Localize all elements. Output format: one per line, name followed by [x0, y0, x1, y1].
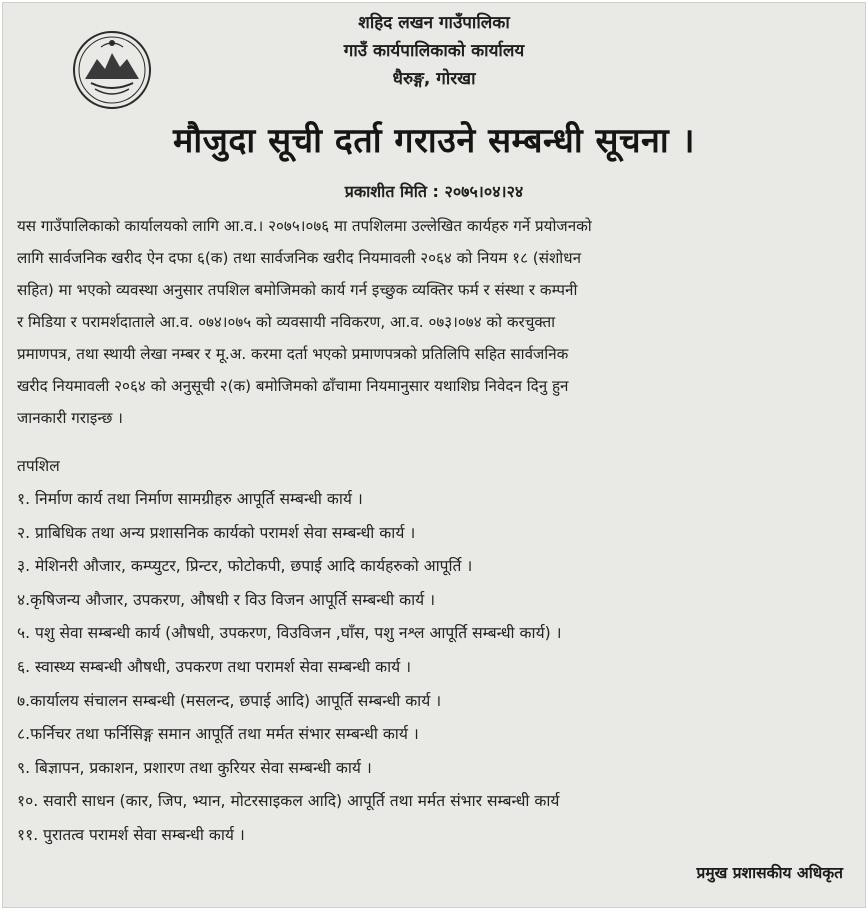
list-heading: तपशिल — [17, 457, 60, 475]
municipality-name: शहिद लखन गाउँपालिका — [358, 13, 510, 33]
list-item: ५. पशु सेवा सम्बन्धी कार्य (औषधी, उपकरण, विउविजन ,घाँस, पशु नश्ल आपूर्ति सम्बन्धी कार्य) । — [17, 624, 562, 643]
office-address: धैरुङ्ग, गोरखा — [392, 69, 476, 89]
office-header — [3, 9, 865, 93]
body-line: प्रमाणपत्र, तथा स्थायी लेखा नम्बर र मू.अ. करमा दर्ता भएको प्रमाणपत्रको प्रतिलिपि सहित सार्वजनिक — [17, 345, 569, 363]
list-item: २. प्राबिधिक तथा अन्य प्रशासनिक कार्यको परामर्श सेवा सम्बन्धी कार्य । — [17, 523, 416, 542]
body-line: र मिडिया र परामर्शदाताले आ.व. ०७४।०७५ को व्यवसायी नविकरण, आ.व. ०७३।०७४ को करचुक्ता — [17, 313, 556, 331]
list-item: ३. मेशिनरी औजार, कम्प्युटर, प्रिन्टर, फोटोकपी, छपाई आदि कार्यहरुको आपूर्ति । — [17, 557, 473, 576]
signatory-title: प्रमुख प्रशासकीय अधिकृत — [696, 864, 843, 882]
list-item: ८.फर्निचर तथा फर्निसिङ्ग समान आपूर्ति तथा मर्मत संभार सम्बन्धी कार्य । — [17, 725, 419, 744]
list-item: ४.कृषिजन्य औजार, उपकरण, औषधी र विउ विजन आपूर्ति सम्बन्धी कार्य । — [17, 590, 436, 609]
body-line: यस गाउँपालिकाको कार्यालयको लागि आ.व.। २०७५।०७६ मा तपशिलमा उल्लेखित कार्यहरु गर्ने प्रयोजनको — [17, 217, 592, 235]
notice-body — [17, 210, 849, 434]
list-item: १. निर्माण कार्य तथा निर्माण सामग्रीहरु आपूर्ति सम्बन्धी कार्य । — [17, 490, 363, 508]
list-item: ६. स्वास्थ्य सम्बन्धी औषधी, उपकरण तथा परामर्श सेवा सम्बन्धी कार्य । — [17, 657, 412, 676]
body-line: खरीद नियमावली २०६४ को अनुसूची २(क) बमोजिमको ढाँचामा नियमानुसार यथाशिघ्र निवेदन दिनु हुन — [17, 377, 569, 395]
list-item: १०. सवारी साधन (कार, जिप, भ्यान, मोटरसाइकल आदि) आपूर्ति तथा मर्मत संभार सम्बन्धी कार्य — [17, 792, 560, 811]
notice-title: मौजुदा सूची दर्ता गराउने सम्बन्धी सूचना । — [173, 121, 695, 161]
office-name: गाउँ कार्यपालिकाको कार्यालय — [343, 41, 525, 61]
list-item: ९. बिज्ञापन, प्रकाशन, प्रशारण तथा कुरियर सेवा सम्बन्धी कार्य । — [17, 758, 372, 777]
list-item: ११. पुरातत्व परामर्श सेवा सम्बन्धी कार्य । — [17, 825, 245, 844]
list-item: ७.कार्यालय संचालन सम्बन्धी (मसलन्द, छपाई आदि) आपूर्ति सम्बन्धी कार्य । — [17, 691, 442, 710]
body-line: सहित) मा भएको व्यवस्था अनुसार तपशिल बमोजिमको कार्य गर्न इच्छुक व्यक्तिर फर्म र संस्था र कम्पनी — [17, 281, 578, 299]
published-date: प्रकाशीत मिति : २०७५।०४।२४ — [344, 182, 524, 201]
work-items-list — [17, 483, 857, 853]
body-line: जानकारी गराइन्छ । — [17, 409, 123, 427]
body-line: लागि सार्वजनिक खरीद ऐन दफा ६(क) तथा सार्वजनिक खरीद नियमावली २०६४ को नियम १८ (संशोधन — [17, 249, 582, 267]
notice-page — [2, 2, 866, 908]
